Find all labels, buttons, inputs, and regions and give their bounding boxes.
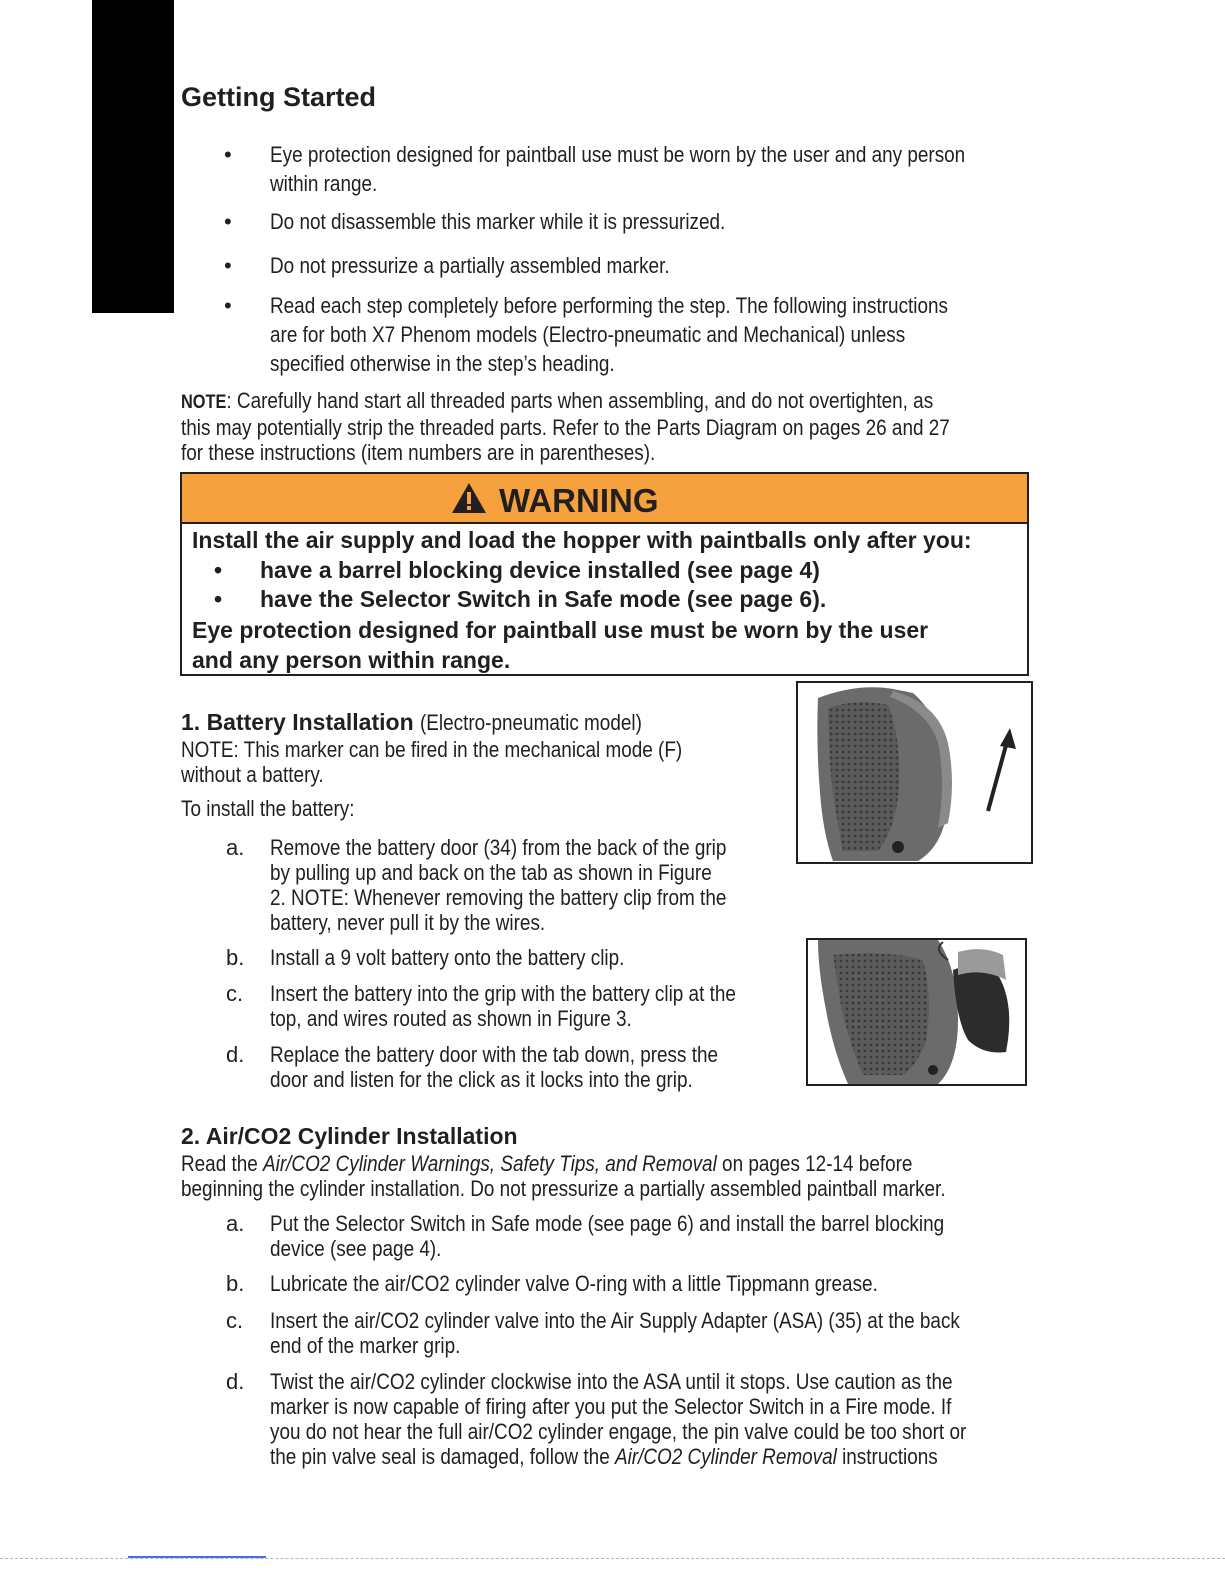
step-text: Lubricate the air/CO2 cylinder valve O-ring with a little Tippmann grease.	[270, 1271, 878, 1296]
step-text: Insert the battery into the grip with the battery clip at the	[270, 981, 736, 1006]
step-text: by pulling up and back on the tab as shown in Figure	[270, 860, 712, 885]
step-label: a.	[226, 835, 245, 860]
step-text: Remove the battery door (34) from the back of the grip	[270, 835, 727, 860]
step-text: Insert the air/CO2 cylinder valve into the Air Supply Adapter (ASA) (35) at the back	[270, 1308, 960, 1333]
step-text: Replace the battery door with the tab down, press the	[270, 1042, 719, 1067]
section-tab	[92, 0, 174, 313]
warning-box	[180, 472, 1029, 676]
battery-heading-row	[181, 710, 678, 735]
step-text: end of the marker grip.	[270, 1333, 461, 1358]
warning-header	[182, 474, 1027, 524]
step-text-part: instructions	[836, 1444, 938, 1469]
warning-item-marker: •	[214, 586, 223, 612]
grip-battery-installed-image	[808, 940, 1025, 1084]
warning-title-wrap	[499, 482, 659, 520]
warning-closing: Eye protection designed for paintball use must be worn by the user	[192, 617, 929, 643]
note-text: : Carefully hand start all threaded parts when assembling, and do not overtighten, as	[226, 388, 934, 413]
battery-note-line: NOTE: This marker can be fired in the mechanical mode (F)	[181, 737, 683, 762]
cylinder-heading: 2. Air/CO2 Cylinder Installation	[181, 1123, 518, 1149]
step-label: a.	[226, 1211, 245, 1236]
figure-3-photo	[806, 938, 1027, 1086]
step-reference: Air/CO2 Cylinder Removal	[614, 1444, 837, 1469]
step-text: door and listen for the click as it locks into the grip.	[270, 1067, 693, 1092]
step-text: top, and wires routed as shown in Figure 3.	[270, 1006, 632, 1031]
step-label: b.	[226, 1271, 245, 1296]
battery-intro: To install the battery:	[181, 796, 355, 821]
bullet-text: Eye protection designed for paintball use must be worn by the user and any person	[270, 142, 966, 167]
step-label: d.	[226, 1042, 245, 1067]
figure-2-photo	[796, 681, 1033, 864]
bullet-text: specified otherwise in the step’s heading.	[270, 351, 615, 376]
bullet-text: Do not pressurize a partially assembled marker.	[270, 253, 670, 278]
step-label: b.	[226, 945, 245, 970]
page-title: Getting Started	[181, 82, 377, 112]
page-footer-rule	[0, 1558, 1225, 1559]
warning-item: have the Selector Switch in Safe mode (see page 6).	[260, 586, 827, 612]
battery-heading-note: (Electro-pneumatic model)	[419, 710, 642, 735]
bullet-marker: •	[224, 142, 232, 167]
step-label: c.	[226, 1308, 244, 1333]
warning-triangle-icon	[451, 482, 487, 514]
bullet-text: within range.	[270, 171, 378, 196]
bullet-marker: •	[224, 293, 232, 318]
intro-text: on pages 12-14 before	[716, 1151, 913, 1176]
warning-intro: Install the air supply and load the hopper with paintballs only after you:	[192, 527, 972, 553]
step-text: device (see page 4).	[270, 1236, 442, 1261]
page-footer-mark	[128, 1556, 266, 1558]
step-text: you do not hear the full air/CO2 cylinder engage, the pin valve could be too short or	[270, 1419, 967, 1444]
note-label: NOTE	[181, 392, 227, 413]
intro-reference: Air/CO2 Cylinder Warnings, Safety Tips, and Removal	[263, 1151, 717, 1176]
step-text	[270, 1444, 966, 1469]
battery-note-line: without a battery.	[181, 762, 324, 787]
step-text: Twist the air/CO2 cylinder clockwise into the ASA until it stops. Use caution as the	[270, 1369, 953, 1394]
battery-heading: 1. Battery Installation	[181, 709, 414, 735]
step-label: d.	[226, 1369, 245, 1394]
bullet-marker: •	[224, 209, 232, 234]
step-label: c.	[226, 981, 244, 1006]
intro-text: Read the	[181, 1151, 264, 1176]
bullet-text: Do not disassemble this marker while it is pressurized.	[270, 209, 726, 234]
step-text: Put the Selector Switch in Safe mode (see page 6) and install the barrel blocking	[270, 1211, 945, 1236]
intro-text: beginning the cylinder installation. Do not pressurize a partially assembled paintball marker.	[181, 1176, 946, 1201]
bullet-text: are for both X7 Phenom models (Electro-pneumatic and Mechanical) unless	[270, 322, 906, 347]
bullet-marker: •	[224, 253, 232, 278]
warning-item-marker: •	[214, 557, 223, 583]
note-text: this may potentially strip the threaded parts. Refer to the Parts Diagram on pages 26 and 27	[181, 415, 950, 440]
step-text: marker is now capable of firing after you put the Selector Switch in a Fire mode. If	[270, 1394, 952, 1419]
step-text-part: the pin valve seal is damaged, follow the	[270, 1444, 615, 1469]
bullet-text: Read each step completely before performing the step. The following instructions	[270, 293, 948, 318]
step-text: battery, never pull it by the wires.	[270, 910, 546, 935]
warning-title: WARNING	[499, 482, 659, 519]
note-paragraph	[181, 388, 950, 465]
warning-item: have a barrel blocking device installed (see page 4)	[260, 557, 820, 583]
grip-battery-door-image	[798, 683, 1031, 862]
battery-note	[181, 737, 682, 787]
step-text: 2. NOTE: Whenever removing the battery clip from the	[270, 885, 727, 910]
warning-closing: and any person within range.	[192, 647, 511, 673]
step-text: Install a 9 volt battery onto the battery clip.	[270, 945, 625, 970]
note-text: for these instructions (item numbers are in parentheses).	[181, 440, 656, 465]
cylinder-intro	[181, 1151, 946, 1201]
